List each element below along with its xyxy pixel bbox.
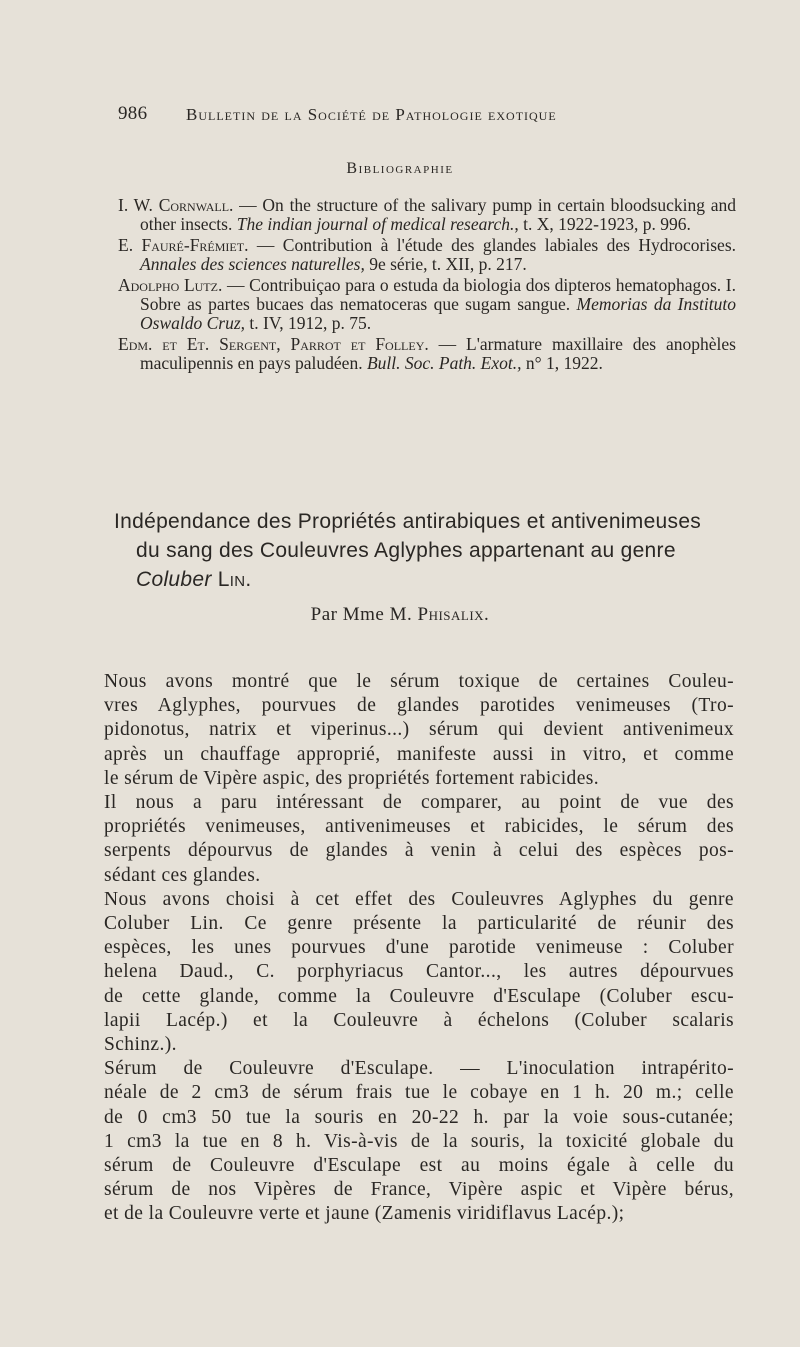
reference-details: n° 1, 1922. (521, 353, 603, 373)
text-line: Nous avons montré que le sérum toxique de certaines Couleu- (104, 671, 734, 692)
text-line: vres Aglyphes, pourvues de glandes parotides venimeuses (Tro- (104, 695, 734, 717)
reference-item (118, 236, 736, 274)
bibliography-list (118, 196, 736, 375)
text-line: Il nous a paru intéressant de comparer, au point de vue des (104, 792, 734, 814)
text-line: sérum de nos Vipères de France, Vipère aspic et Vipère bérus, (104, 1179, 734, 1201)
article-author (0, 604, 800, 626)
reference-author: E. Fauré-Frémiet. (118, 235, 249, 255)
text-line: Nous avons choisi à cet effet des Couleuvres Aglyphes du genre (104, 888, 734, 910)
reference-text: — L'armature maxillaire des anophèles maculipennis en pays paludéen. (140, 334, 736, 373)
text-line: et de la Couleuvre verte et jaune (Zamenis viridiflavus Lacép.); (104, 1203, 625, 1225)
text-line: pidonotus, natrix et viperinus...) sérum qui devient antivenimeux (104, 719, 734, 741)
text-line: helena Daud., C. porphyriacus Cantor..., les autres dépourvues (104, 961, 734, 983)
article-title-line: Indépendance des Propriétés antirabiques et antivenimeuses (114, 510, 702, 533)
article-title-line (114, 565, 754, 594)
reference-item (118, 276, 736, 333)
reference-details: 9e série, t. XII, p. 217. (364, 254, 527, 274)
reference-journal: Bull. Soc. Path. Exot., (366, 353, 522, 373)
text-line: Schinz.). (104, 1034, 177, 1056)
running-title: Bulletin de la Société de Pathologie exotique (186, 105, 557, 124)
reference-text: — Contribuiçao para o estuda da biologia dos dipteros hematophagos. I. Sobre as partes bucaes das nematoceras que sugam sangue. (140, 275, 736, 314)
text-line: de cette glande, comme la Couleuvre d'Esculape (Coluber escu- (104, 985, 734, 1007)
reference-text: — Contribution à l'étude des glandes labiales des Hydrocorises. (248, 235, 736, 255)
page-number: 986 (118, 103, 148, 124)
article-body (104, 670, 734, 1227)
text-line: propriétés venimeuses, antivenimeuses et rabicides, le sérum des (104, 816, 734, 838)
paragraph (104, 791, 734, 888)
article-title (114, 507, 754, 594)
reference-text: — On the structure of the salivary pump in certain bloodsucking and other insects. (140, 195, 736, 234)
reference-details: t. IV, 1912, p. 75. (245, 313, 372, 333)
reference-author: I. W. Cornwall. (118, 195, 234, 215)
author-prefix: Par Mme M. (310, 604, 418, 625)
article-title-line: du sang des Couleuvres Aglyphes appartenant au genre (136, 539, 676, 562)
text-line: de 0 cm3 50 tue la souris en 20-22 h. par la voie sous-cutanée; (104, 1106, 734, 1128)
text-line: Sérum de Couleuvre d'Esculape. — L'inoculation intrapérito- (104, 1058, 734, 1080)
text-line: serpents dépourvus de glandes à venin à celui des espèces pos- (104, 840, 734, 862)
reference-author: Adolpho Lutz. (118, 275, 223, 295)
reference-journal: Memorias da Instituto Oswaldo Cruz, (140, 294, 736, 333)
reference-item (118, 335, 736, 373)
text-line: sérum de Couleuvre d'Esculape est au moins égale à celle du (104, 1155, 734, 1177)
paragraph (104, 888, 734, 1057)
text-line: 1 cm3 la tue en 8 h. Vis-à-vis de la souris, la toxicité globale du (104, 1130, 734, 1152)
article-title-authority: Lin. (211, 568, 252, 591)
text-line: espèces, les unes pourvues d'une parotide venimeuse : Coluber (104, 937, 734, 959)
text-line: sédant ces glandes. (104, 864, 261, 886)
article-title-genus: Coluber (136, 568, 212, 591)
paragraph (104, 670, 734, 791)
text-line: après un chauffage approprié, manifeste aussi in vitro, et comme (104, 743, 734, 765)
text-line: le sérum de Vipère aspic, des propriétés fortement rabicides. (104, 767, 600, 789)
author-name: Phisalix. (417, 604, 490, 625)
bibliography-heading: Bibliographie (346, 160, 454, 177)
reference-journal: Annales des sciences naturelles, (140, 254, 365, 274)
text-line: néale de 2 cm3 de sérum frais tue le cobaye en 1 h. 20 m.; celle (104, 1082, 734, 1104)
reference-item (118, 196, 736, 234)
reference-details: , t. X, 1922-1923, p. 996. (514, 214, 691, 234)
text-line: Coluber Lin. Ce genre présente la particularité de réunir des (104, 913, 734, 935)
reference-journal: The indian journal of medical research. (236, 214, 515, 234)
text-line: lapii Lacép.) et la Couleuvre à échelons (Coluber scalaris (104, 1009, 734, 1031)
reference-author: Edm. et Et. Sergent, Parrot et Folley. (118, 334, 429, 354)
paragraph (104, 1057, 734, 1226)
